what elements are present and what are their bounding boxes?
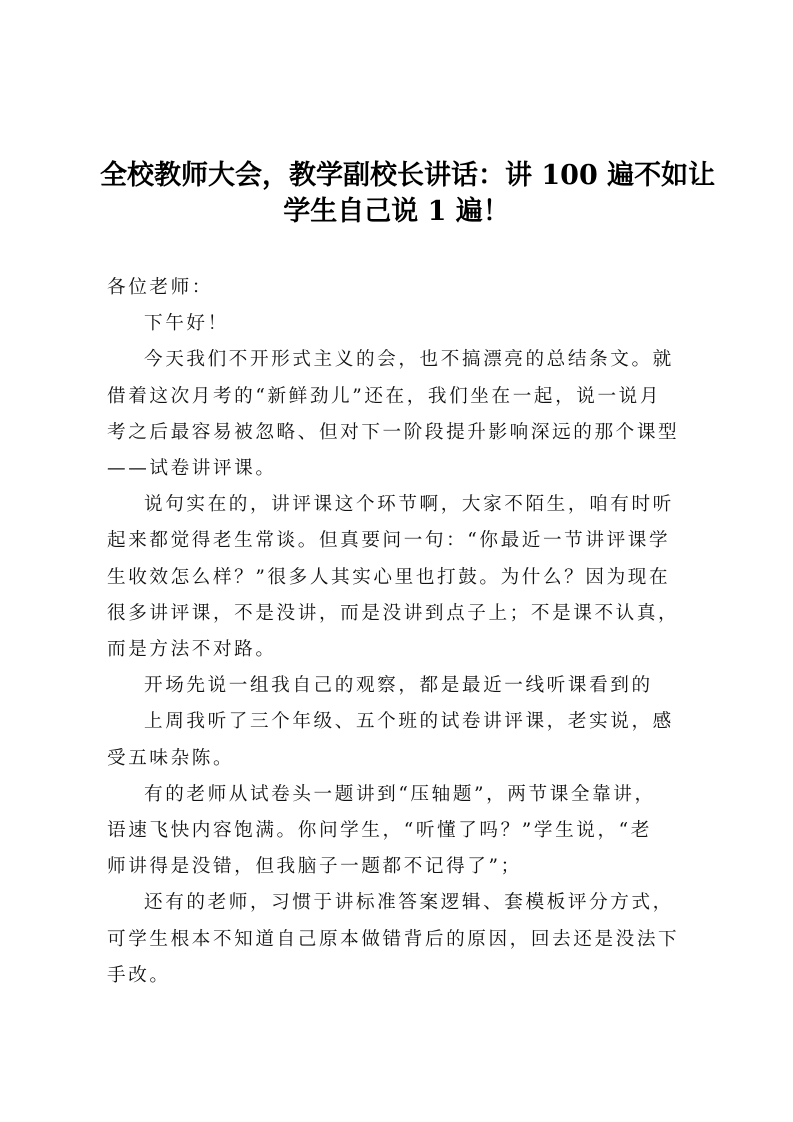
paragraph-example-1 [107, 777, 687, 886]
paragraph-line: 受五味杂陈。 [107, 747, 235, 769]
paragraph-line: 可学生根本不知道自己原本做错背后的原因，回去还是没法下 [107, 928, 680, 950]
paragraph-line: ——试卷讲评课。 [107, 458, 277, 480]
paragraph-line: 考之后最容易被忽略、但对下一阶段提升影响深远的那个课型 [107, 421, 680, 443]
paragraph-line: 借着这次月考的“新鲜劲儿”还在，我们坐在一起，说一说月 [107, 385, 662, 407]
paragraph-line: 说句实在的，讲评课这个环节啊，大家不陌生，咱有时听 [144, 494, 674, 516]
paragraph-observation-heading [107, 668, 687, 704]
paragraph-example-2 [107, 885, 687, 994]
paragraph-greeting [107, 306, 687, 342]
paragraph-line: 下午好！ [144, 313, 229, 335]
paragraph-observation [107, 704, 687, 776]
salutation [107, 270, 687, 306]
paragraph-line: 很多讲评课，不是没讲，而是没讲到点子上；不是课不认真， [107, 602, 680, 624]
document-body [107, 270, 687, 994]
paragraph-line: 还有的老师，习惯于讲标准答案逻辑、套模板评分方式， [144, 892, 674, 914]
paragraph-line: 今天我们不开形式主义的会，也不搞漂亮的总结条文。就 [144, 349, 674, 371]
paragraph-line: 师讲得是没错，但我脑子一题都不记得了”； [107, 856, 522, 878]
paragraph-line: 语速飞快内容饱满。你问学生，“听懂了吗？”学生说，“老 [107, 820, 652, 842]
paragraph-line: 起来都觉得老生常谈。但真要问一句：“你最近一节讲评课学 [107, 530, 671, 552]
paragraph-line: 手改。 [107, 964, 171, 986]
paragraph-line: 而是方法不对路。 [107, 639, 277, 661]
salutation-text: 各位老师： [107, 277, 213, 298]
document-title-line-1: 全校教师大会，教学副校长讲话：讲 100 遍不如让 [100, 160, 716, 191]
document-title-line-2: 学生自己说 1 遍！ [283, 196, 510, 227]
paragraph-line: 有的老师从试卷头一题讲到“压轴题”，两节课全靠讲， [144, 783, 656, 805]
paragraph-line: 开场先说一组我自己的观察，都是最近一线听课看到的 [144, 675, 653, 697]
paragraph-intro [107, 342, 687, 487]
paragraph-line: 生收效怎么样？”很多人其实心里也打鼓。为什么？因为现在 [107, 566, 671, 588]
paragraph-problem [107, 487, 687, 668]
paragraph-line: 上周我听了三个年级、五个班的试卷讲评课，老实说，感 [144, 711, 674, 733]
